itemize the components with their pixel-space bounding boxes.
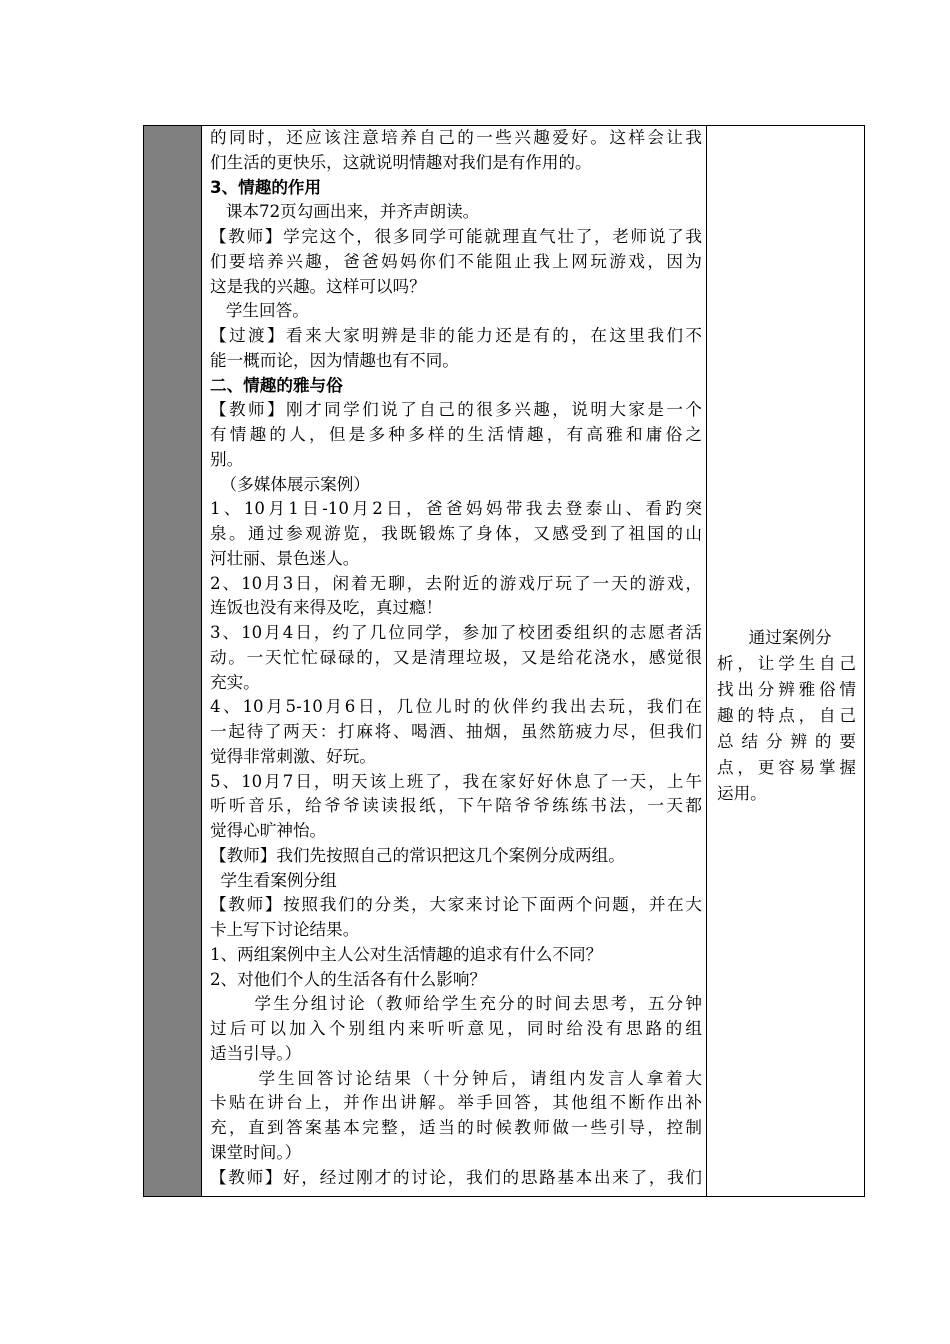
text-line: （多媒体展示案例） xyxy=(210,474,370,494)
text-line: 【教师】学完这个，很多同学可能就理直气壮了，老师说了我 xyxy=(210,227,702,246)
text-line: 1、两组案例中主人公对生活情趣的追求有什么不同？ xyxy=(210,944,603,964)
text-line: 充实。 xyxy=(210,672,260,692)
text-line: 3、10月4日，约了几位同学，参加了校团委组织的志愿者活 xyxy=(210,623,702,642)
text-line: 充，直到答案基本完整，适当的时候教师做一些引导，控制 xyxy=(210,1118,702,1137)
text-line: 觉得心旷神怡。 xyxy=(210,821,327,840)
text-line: 有情趣的人，但是多种多样的生活情趣，有高雅和庸俗之 xyxy=(210,425,702,444)
text-line: 这是我的兴趣。这样可以吗？ xyxy=(210,276,426,296)
note-line: 析，让学生自己 xyxy=(717,654,856,673)
note-line: 通过案例分 xyxy=(717,628,832,647)
text-line: 课堂时间。） xyxy=(210,1142,302,1162)
note-line: 点，更容易掌握 xyxy=(717,758,856,777)
text-line: 学生回答。 xyxy=(210,301,309,321)
text-line: 【教师】我们先按照自己的常识把这几个案例分成两组。 xyxy=(210,845,625,865)
text-line: 连饭也没有来得及吃，真过瘾！ xyxy=(210,598,443,618)
text-line: 卡贴在讲台上，并作出讲解。举手回答，其他组不断作出补 xyxy=(210,1093,702,1113)
text-line: 学生看案例分组 xyxy=(210,870,337,890)
text-line: 听听音乐，给爷爷读读报纸，下午陪爷爷练练书法，一天都 xyxy=(210,796,702,816)
text-line: 过后可以加入个别组内来听听意见，同时给没有思路的组 xyxy=(210,1019,702,1038)
text-line: 4、10月5-10月6日，几位儿时的伙伴约我出去玩，我们在 xyxy=(210,697,702,717)
text-line: 【教师】好，经过刚才的讨论，我们的思路基本出来了，我们 xyxy=(210,1167,702,1187)
text-line: 们要培养兴趣，爸爸妈妈你们不能阻止我上网玩游戏，因为 xyxy=(210,251,702,271)
section-heading: 二、情趣的雅与俗 xyxy=(210,375,343,395)
text-line: 泉。通过参观游览，我既锻炼了身体，又感受到了祖国的山 xyxy=(210,524,702,543)
teaching-process-cell xyxy=(202,126,707,1196)
text-line: 们生活的更快乐，这就说明情趣对我们是有作用的。 xyxy=(210,152,592,172)
text-line: 河壮丽、景色迷人。 xyxy=(210,548,360,568)
text-line: 别。 xyxy=(210,449,244,469)
section-heading: 3、情趣的作用 xyxy=(210,177,322,197)
design-intent-cell xyxy=(707,126,864,1196)
text-line: 【教师】刚才同学们说了自己的很多兴趣，说明大家是一个 xyxy=(210,400,702,420)
text-line: 课本72页勾画出来，并齐声朗读。 xyxy=(210,202,480,222)
note-line: 趣的特点，自己 xyxy=(717,706,856,725)
shaded-label-column xyxy=(144,126,202,1196)
text-line: 觉得非常刺激、好玩。 xyxy=(210,746,376,766)
note-line: 找出分辨雅俗情 xyxy=(717,680,856,699)
text-line: 【教师】按照我们的分类，大家来讨论下面两个问题，并在大 xyxy=(210,895,702,915)
text-line: 动。一天忙忙碌碌的，又是清理垃圾，又是给花浇水，感觉很 xyxy=(210,647,702,667)
text-line: 卡上写下讨论结果。 xyxy=(210,920,360,939)
text-line: 学生回答讨论结果（十分钟后，请组内发言人拿着大 xyxy=(210,1068,702,1088)
design-intent-text xyxy=(717,625,856,807)
note-line: 总结分辨的要 xyxy=(717,732,856,751)
text-line: 1、10月1日-10月2日，爸爸妈妈带我去登泰山、看趵突 xyxy=(210,499,702,519)
text-line: 学生分组讨论（教师给学生充分的时间去思考，五分钟 xyxy=(210,994,702,1014)
text-line: 适当引导。） xyxy=(210,1043,302,1063)
text-line: 2、对他们个人的生活各有什么影响？ xyxy=(210,969,487,989)
text-line: 【过渡】看来大家明辨是非的能力还是有的，在这里我们不 xyxy=(210,326,702,345)
text-line: 一起待了两天：打麻将、喝酒、抽烟，虽然筋疲力尽，但我们 xyxy=(210,722,702,741)
text-line: 能一概而论，因为情趣也有不同。 xyxy=(210,350,459,370)
lesson-plan-table xyxy=(143,125,865,1197)
text-line: 的同时，还应该注意培养自己的一些兴趣爱好。这样会让我 xyxy=(210,128,702,147)
note-line: 运用。 xyxy=(717,784,767,803)
text-line: 5、10月7日，明天该上班了，我在家好好休息了一天，上午 xyxy=(210,771,702,791)
text-line: 2、10月3日，闲着无聊，去附近的游戏厅玩了一天的游戏， xyxy=(210,573,702,593)
